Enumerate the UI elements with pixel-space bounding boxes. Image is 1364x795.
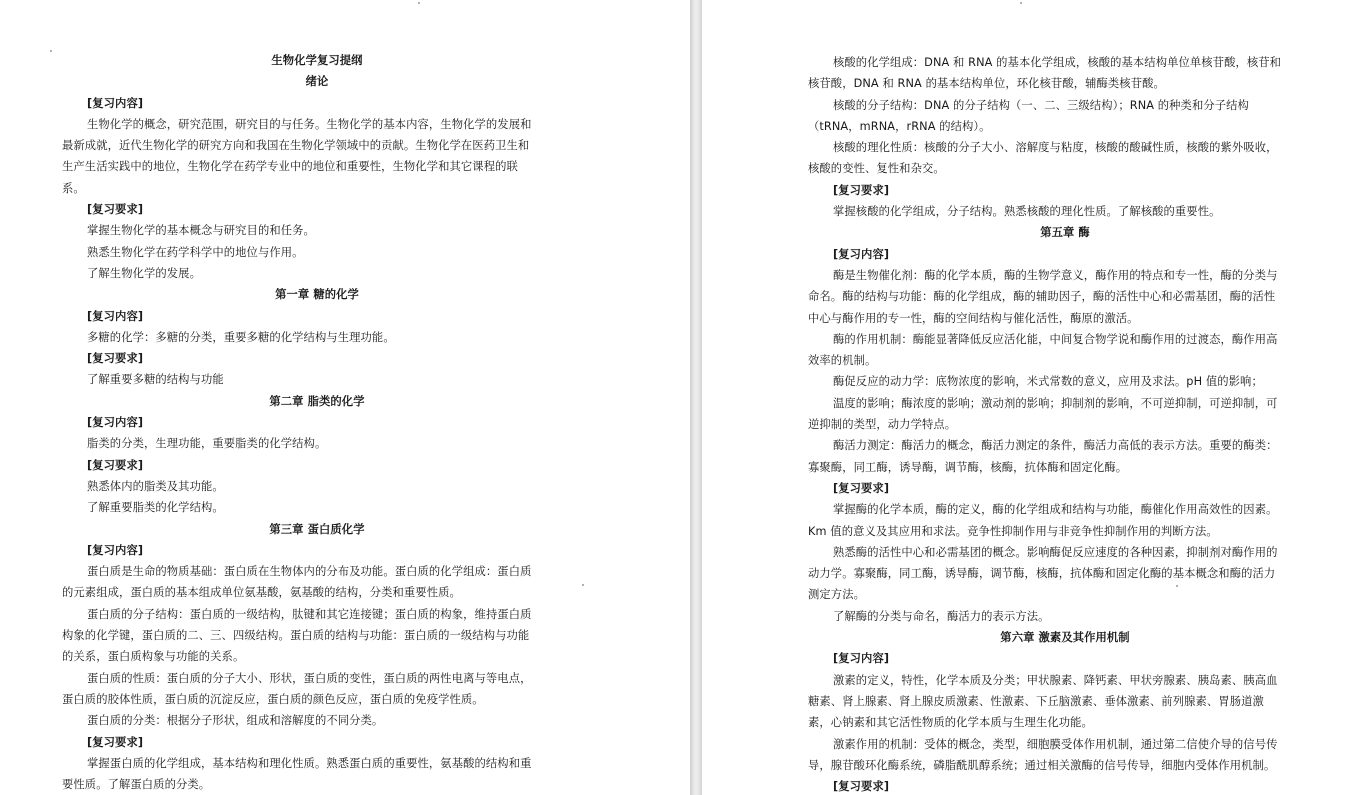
text-line: 系。	[62, 181, 85, 195]
text-line: 的关系，蛋白质构象与功能的关系。	[62, 650, 245, 664]
text-line: 动力学。寡聚酶，同工酶，诱导酶，调节酶，核酶，抗体酶和固定化酶的基本概念和酶的活力	[808, 567, 1276, 581]
section-title: 第五章 酶	[1040, 226, 1090, 240]
section-heading: [复习内容]	[87, 96, 144, 110]
text-line: 的元素组成，蛋白质的基本组成单位氨基酸，氨基酸的结构，分类和重要性质。	[62, 586, 461, 600]
text-line: 温度的影响；酶浓度的影响；激动剂的影响；抑制剂的影响，不可逆抑制，可逆抑制，可	[833, 396, 1278, 410]
text-line: 了解重要脂类的化学结构。	[87, 501, 224, 515]
text-line: 测定方法。	[808, 588, 865, 602]
section-heading: [复习要求]	[87, 458, 144, 472]
text-line: 蛋白质是生命的物质基础：蛋白质在生物体内的分布及功能。蛋白质的化学组成：蛋白质	[87, 565, 532, 579]
section-title: 第六章 激素及其作用机制	[1000, 631, 1130, 645]
section-title: 绪论	[305, 75, 329, 89]
section-title: 第二章 脂类的化学	[269, 394, 365, 408]
text-line: 最新成就，近代生物化学的研究方向和我国在生物化学领域中的贡献。生物化学在医药卫生和	[62, 139, 530, 153]
text-line: 命名。酶的结构与功能：酶的化学组成，酶的辅助因子，酶的活性中心和必需基团，酶的活性	[808, 290, 1276, 304]
text-line: 逆抑制的类型，动力学特点。	[808, 418, 957, 432]
scan-speck	[50, 50, 52, 52]
text-line: 糖素、肾上腺素、肾上腺皮质激素、性激素、下丘脑激素、垂体激素、前列腺素、胃肠道激	[808, 694, 1264, 708]
section-heading: [复习内容]	[833, 652, 890, 666]
section-heading: [复习要求]	[87, 203, 144, 217]
page-gutter	[690, 0, 702, 795]
text-line: 核酸的变性、复性和杂交。	[808, 162, 945, 176]
text-line: 蛋白质的胶体性质，蛋白质的沉淀反应，蛋白质的颜色反应，蛋白质的免疫学性质。	[62, 692, 484, 706]
section-heading: [复习内容]	[87, 543, 144, 557]
text-line: 酶是生物催化剂：酶的化学本质，酶的生物学意义，酶作用的特点和专一性，酶的分类与	[833, 268, 1278, 282]
text-line: 核酸的理化性质：核酸的分子大小、溶解度与粘度，核酸的酸碱性质，核酸的紫外吸收，	[833, 141, 1278, 155]
text-line: 核苷酸，DNA 和 RNA 的基本结构单位，环化核苷酸，辅酶类核苷酸。	[808, 77, 1165, 91]
section-heading: [复习要求]	[87, 352, 144, 366]
section-title: 第一章 糖的化学	[275, 288, 359, 302]
text-line: 熟悉体内的脂类及其功能。	[87, 479, 224, 493]
text-line: 蛋白质的分子结构：蛋白质的一级结构，肽键和其它连接键；蛋白质的构象，维持蛋白质	[87, 607, 532, 621]
text-line: 了解重要多糖的结构与功能	[87, 373, 224, 387]
text-line: 酶促反应的动力学：底物浓度的影响，米式常数的意义，应用及求法。pH 值的影响；	[833, 375, 1263, 389]
section-heading: [复习要求]	[833, 481, 890, 495]
right-page-text	[808, 52, 1322, 795]
text-line: （tRNA，mRNA，rRNA 的结构）。	[808, 119, 991, 133]
left-page-text	[62, 50, 572, 795]
text-line: 寡聚酶，同工酶，诱导酶，调节酶，核酶，抗体酶和固定化酶。	[808, 460, 1128, 474]
section-title: 生物化学复习提纲	[271, 54, 363, 67]
section-heading: [复习内容]	[87, 309, 144, 323]
text-line: 生物化学的概念，研究范围，研究目的与任务。生物化学的基本内容，生物化学的发展和	[87, 117, 532, 131]
text-line: 效率的机制。	[808, 354, 877, 368]
section-heading: [复习要求]	[833, 780, 890, 794]
text-line: 蛋白质的分类：根据分子形状，组成和溶解度的不同分类。	[87, 714, 384, 728]
text-line: 激素作用的机制：受体的概念，类型，细胞膜受体作用机制，通过第二信使介导的信号传	[833, 737, 1278, 751]
scan-speck	[1020, 2, 1022, 4]
text-line: 多糖的化学：多糖的分类，重要多糖的化学结构与生理功能。	[87, 330, 395, 344]
text-line: 脂类的分类，生理功能，重要脂类的化学结构。	[87, 437, 327, 451]
scan-speck	[1176, 585, 1178, 587]
text-line: 要性质。了解蛋白质的分类。	[62, 778, 211, 792]
text-line: 生产生活实践中的地位，生物化学在药学专业中的地位和重要性，生物化学和其它课程的联	[62, 160, 518, 174]
text-line: 导，腺苷酸环化酶系统，磷脂酰肌醇系统；通过相关激酶的信号传导，细胞内受体作用机制。	[808, 758, 1276, 772]
text-line: 熟悉酶的活性中心和必需基团的概念。影响酶促反应速度的各种因素，抑制剂对酶作用的	[833, 545, 1278, 559]
scan-speck	[582, 584, 584, 586]
text-line: 熟悉生物化学在药学科学中的地位与作用。	[87, 245, 304, 259]
text-line: 中心与酶作用的专一性，酶的空间结构与催化活性，酶原的激活。	[808, 311, 1139, 325]
text-line: 掌握核酸的化学组成，分子结构。熟悉核酸的理化性质。了解核酸的重要性。	[833, 205, 1221, 219]
text-line: 蛋白质的性质：蛋白质的分子大小、形状，蛋白质的变性，蛋白质的两性电离与等电点，	[87, 671, 532, 685]
page-right	[702, 0, 1364, 795]
text-line: 酶活力测定：酶活力的概念，酶活力测定的条件，酶活力高低的表示方法。重要的酶类：	[833, 439, 1278, 453]
text-line: 掌握生物化学的基本概念与研究目的和任务。	[87, 224, 315, 238]
text-line: 构象的化学键，蛋白质的二、三、四级结构。蛋白质的结构与功能：蛋白质的一级结构与功能	[62, 629, 530, 643]
text-line: 激素的定义，特性，化学本质及分类；甲状腺素、降钙素、甲状旁腺素、胰岛素、胰高血	[833, 673, 1278, 687]
text-line: 核酸的分子结构：DNA 的分子结构（一、二、三级结构）；RNA 的种类和分子结构	[833, 98, 1249, 112]
section-heading: [复习内容]	[833, 247, 890, 261]
text-line: 酶的作用机制：酶能显著降低反应活化能，中间复合物学说和酶作用的过渡态，酶作用高	[833, 332, 1278, 346]
scan-speck	[418, 2, 420, 4]
section-heading: [复习要求]	[833, 183, 890, 197]
section-title: 第三章 蛋白质化学	[269, 522, 365, 536]
text-line: 素，心钠素和其它活性物质的化学本质与生理生化功能。	[808, 716, 1093, 730]
text-line: Km 值的意义及其应用和求法。竞争性抑制作用与非竞争性抑制作用的判断方法。	[808, 524, 1218, 538]
text-line: 核酸的化学组成：DNA 和 RNA 的基本化学组成，核酸的基本结构单位单核苷酸，核苷和	[833, 56, 1282, 69]
section-heading: [复习要求]	[87, 735, 144, 749]
text-line: 掌握酶的化学本质，酶的定义，酶的化学组成和结构与功能，酶催化作用高效性的因素。	[833, 503, 1278, 517]
text-line: 掌握蛋白质的化学组成，基本结构和理化性质。熟悉蛋白质的重要性，氨基酸的结构和重	[87, 756, 532, 770]
text-line: 了解酶的分类与命名，酶活力的表示方法。	[833, 609, 1050, 623]
section-heading: [复习内容]	[87, 416, 144, 430]
text-line: 了解生物化学的发展。	[87, 266, 201, 280]
